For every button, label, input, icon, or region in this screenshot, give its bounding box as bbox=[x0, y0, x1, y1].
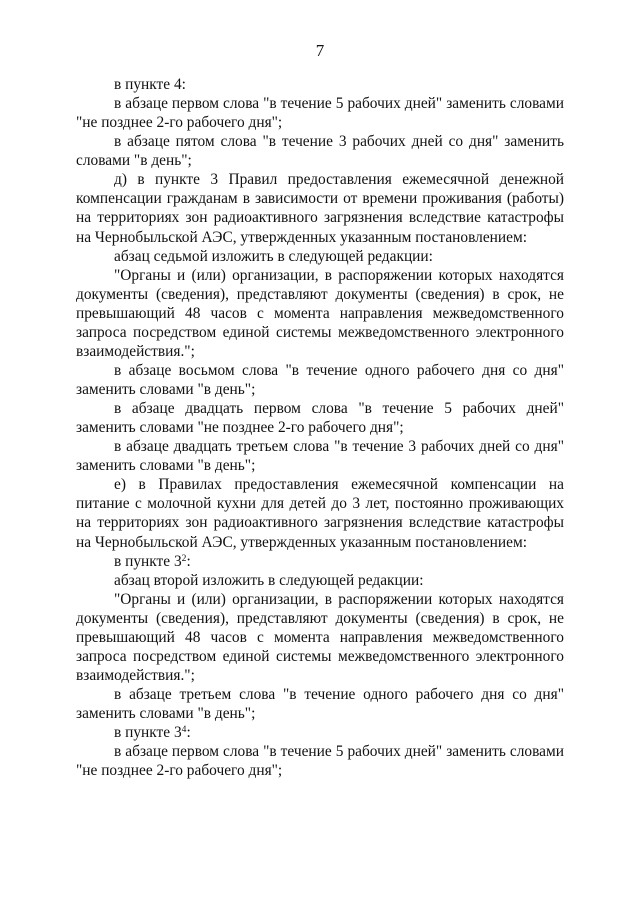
paragraph: е) в Правилах предоставления ежемесячной компенсации на питание с молочной кухни для детей до 3 лет, постоянно проживающих на территориях зон радиоактивного загрязнения вследствие катастрофы на Чернобыльской АЭС, утвержденных указанным постановлением: bbox=[76, 476, 564, 551]
quoted-paragraph: "Органы и (или) организации, в распоряжении которых находятся документы (сведения), представляют документы (сведения) в срок, не превышающий 48 часов с момента направления межведомственного запроса посредством единой системы межведомственного электронного взаимодействия."; bbox=[76, 266, 564, 360]
document-body bbox=[76, 75, 564, 780]
paragraph bbox=[76, 723, 564, 742]
paragraph-text: в пункте 3 bbox=[114, 552, 182, 570]
paragraph: в абзаце двадцать третьем слова "в течение 3 рабочих дней со дня" заменить словами "в день"; bbox=[76, 438, 564, 475]
paragraph: абзац седьмой изложить в следующей редакции: bbox=[114, 247, 433, 265]
superscript: 4 bbox=[181, 723, 187, 735]
quoted-paragraph: "Органы и (или) организации, в распоряжении которых находятся документы (сведения), представляют документы (сведения) в срок, не превышающий 48 часов с момента направления межведомственного запроса посредством единой системы межведомственного электронного взаимодействия."; bbox=[76, 590, 564, 684]
paragraph-tail: : bbox=[186, 724, 191, 742]
paragraph: абзац второй изложить в следующей редакции: bbox=[114, 571, 424, 589]
paragraph: в пункте 4: bbox=[114, 76, 186, 93]
paragraph: в абзаце пятом слова "в течение 3 рабочих дней со дня" заменить словами "в день"; bbox=[76, 133, 564, 170]
paragraph-text: в пункте 3 bbox=[114, 724, 182, 742]
paragraph: в абзаце третьем слова "в течение одного рабочего дня со дня" заменить словами "в день"; bbox=[76, 686, 564, 723]
page-number: 7 bbox=[315, 41, 325, 60]
paragraph bbox=[76, 552, 564, 571]
paragraph: в абзаце первом слова "в течение 5 рабочих дней" заменить словами "не позднее 2-го рабочего дня"; bbox=[76, 95, 564, 132]
paragraph: в абзаце восьмом слова "в течение одного рабочего дня со дня" заменить словами "в день"; bbox=[76, 361, 564, 398]
paragraph: д) в пункте 3 Правил предоставления ежемесячной денежной компенсации гражданам в зависимости от времени проживания (работы) на территориях зон радиоактивного загрязнения вследствие катастрофы на Чернобыльской АЭС, утвержденных указанным постановлением: bbox=[76, 171, 564, 246]
paragraph: в абзаце первом слова "в течение 5 рабочих дней" заменить словами "не позднее 2-го рабочего дня"; bbox=[76, 743, 564, 780]
superscript: 2 bbox=[181, 552, 187, 564]
paragraph-tail: : bbox=[186, 552, 191, 570]
paragraph: в абзаце двадцать первом слова "в течение 5 рабочих дней" заменить словами "не позднее 2-го рабочего дня"; bbox=[76, 400, 564, 437]
